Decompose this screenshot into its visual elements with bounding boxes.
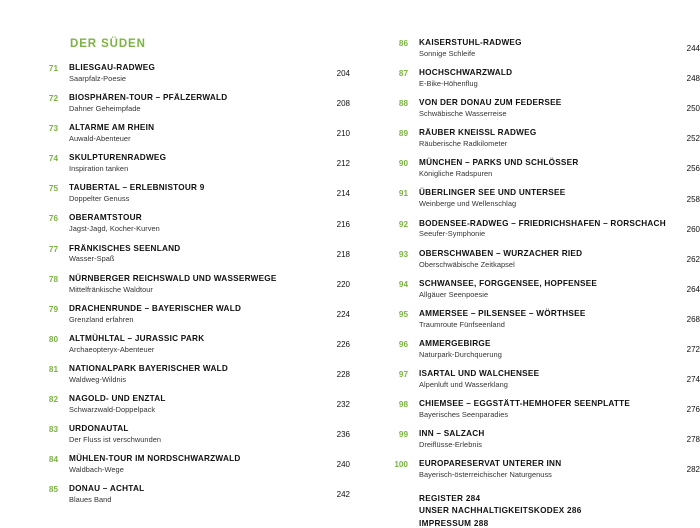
toc-entry-page-number: 250 [686, 104, 700, 114]
toc-entry-page-number: 214 [336, 189, 350, 199]
toc-entry-title: ALTARME AM RHEIN [69, 123, 155, 133]
toc-entry-title: NÜRNBERGER REICHSWALD UND WASSERWEGE [69, 273, 277, 283]
toc-entry[interactable] [28, 484, 350, 505]
toc-entry-body [58, 213, 324, 234]
toc-list-right [378, 38, 700, 480]
toc-entry-title: BODENSEE-RADWEG – FRIEDRICHSHAFEN – RORSCHACH [419, 218, 666, 228]
toc-entry-title: MÜHLEN-TOUR IM NORDSCHWARZWALD [69, 454, 241, 464]
toc-entry-body [408, 219, 674, 240]
toc-entry[interactable] [28, 123, 350, 144]
toc-entry-body [408, 68, 674, 89]
toc-entry-number: 89 [398, 129, 408, 139]
toc-entry-title: MÜNCHEN – PARKS UND SCHLÖSSER [419, 158, 579, 168]
toc-entry-title: CHIEMSEE – EGGSTÄTT-HEMHOFER SEENPLATTE [419, 399, 631, 409]
toc-entry[interactable] [28, 364, 350, 385]
toc-entry-page-number: 260 [686, 224, 700, 234]
toc-entry-title: EUROPARESERVAT UNTERER INN [419, 459, 562, 469]
toc-entry[interactable] [28, 454, 350, 475]
toc-entry-number: 87 [398, 69, 408, 79]
toc-entry-body [408, 339, 674, 360]
backmatter-list [419, 494, 700, 528]
toc-entry-number: 83 [48, 425, 58, 435]
toc-entry-title: HOCHSCHWARZWALD [419, 68, 513, 78]
toc-entry-number: 84 [48, 455, 58, 465]
toc-entry-body [58, 93, 324, 114]
toc-entry-page-number: 244 [686, 44, 700, 54]
toc-entry-number: 79 [48, 304, 58, 314]
toc-entry-subtitle: Grenzland erfahren [69, 314, 134, 324]
toc-entry-subtitle: Allgäuer Seenpoesie [419, 289, 489, 299]
toc-entry-subtitle: Blaues Band [69, 495, 112, 505]
toc-entry-number: 80 [48, 334, 58, 344]
toc-entry-body [58, 394, 324, 415]
toc-entry-number: 71 [48, 64, 58, 73]
toc-entry-subtitle: Inspiration tanken [69, 164, 129, 174]
toc-entry-subtitle: Waldbach-Wege [69, 465, 124, 475]
toc-entry-body [58, 183, 324, 204]
toc-entry-page-number: 262 [686, 254, 700, 264]
toc-entry-number: 95 [398, 309, 408, 319]
toc-entry-title: SCHWANSEE, FORGGENSEE, HOPFENSEE [419, 278, 598, 288]
toc-entry-title: INN – SALZACH [419, 429, 485, 439]
toc-entry-body [408, 399, 674, 420]
toc-entry[interactable] [378, 369, 700, 390]
toc-entry-number: 98 [398, 400, 408, 410]
toc-entry[interactable] [378, 38, 700, 59]
toc-entry-body [408, 429, 674, 450]
toc-entry[interactable] [378, 429, 700, 450]
toc-entry-number: 78 [48, 274, 58, 284]
toc-entry-number: 74 [48, 154, 58, 164]
toc-entry-body [58, 484, 324, 505]
toc-entry-body [58, 424, 324, 445]
toc-entry-title: VON DER DONAU ZUM FEDERSEE [419, 98, 562, 108]
toc-entry-title: SKULPTURENRADWEG [69, 153, 167, 163]
toc-entry-body [408, 249, 674, 270]
toc-entry[interactable] [28, 183, 350, 204]
toc-entry[interactable] [28, 394, 350, 415]
toc-entry[interactable] [28, 153, 350, 174]
toc-entry-title: OBERAMTSTOUR [69, 213, 142, 223]
toc-entry-body [58, 304, 324, 325]
toc-entry-subtitle: Weinberge und Wellenschlag [419, 199, 517, 209]
toc-entry-page-number: 276 [686, 405, 700, 415]
toc-entry-number: 94 [398, 279, 408, 289]
toc-entry[interactable] [378, 128, 700, 149]
toc-entry-body [58, 153, 324, 174]
toc-entry-title: FRÄNKISCHES SEENLAND [69, 243, 181, 253]
toc-entry-number: 93 [398, 249, 408, 259]
toc-column-right [378, 38, 700, 528]
toc-column-left [28, 38, 350, 505]
toc-entry[interactable] [28, 304, 350, 325]
toc-entry-subtitle: Königliche Radspuren [419, 169, 493, 179]
toc-entry-page-number: 268 [686, 314, 700, 324]
toc-entry[interactable] [378, 98, 700, 119]
toc-entry-subtitle: Naturpark-Durchquerung [419, 349, 502, 359]
toc-entry-number: 99 [398, 430, 408, 440]
toc-entry[interactable] [28, 274, 350, 295]
toc-entry[interactable] [28, 424, 350, 445]
toc-entry-title: DONAU – ACHTAL [69, 484, 145, 494]
toc-entry-subtitle: Waldweg-Wildnis [69, 374, 127, 384]
toc-entry[interactable] [378, 158, 700, 179]
toc-entry-body [408, 98, 674, 119]
toc-entry[interactable] [28, 334, 350, 355]
toc-entry-subtitle: Oberschwäbische Zeitkapsel [419, 259, 515, 269]
toc-entry[interactable] [378, 249, 700, 270]
toc-entry-subtitle: Dahner Geheimpfade [69, 103, 141, 113]
toc-entry[interactable] [378, 219, 700, 240]
toc-entry-title: ALTMÜHLTAL – JURASSIC PARK [69, 333, 205, 343]
toc-entry-page-number: 218 [336, 249, 350, 259]
toc-entry-page-number: 224 [336, 309, 350, 319]
toc-entry-number: 81 [48, 364, 58, 374]
toc-entry-page-number: 212 [336, 159, 350, 169]
toc-entry-title: AMMERGEBIRGE [419, 338, 491, 348]
toc-entry-body [408, 128, 674, 149]
toc-entry-title: BLIESGAU-RADWEG [69, 63, 156, 72]
toc-entry-number: 86 [398, 39, 408, 48]
toc-entry-number: 91 [398, 189, 408, 199]
toc-entry-page-number: 258 [686, 194, 700, 204]
toc-entry-body [58, 364, 324, 385]
toc-entry-page-number: 240 [336, 460, 350, 470]
toc-entry-number: 77 [48, 244, 58, 254]
toc-entry-body [408, 369, 674, 390]
toc-entry-page-number: 282 [686, 465, 700, 475]
toc-entry-body [58, 244, 324, 265]
toc-entry-body [58, 454, 324, 475]
toc-entry-title: NAGOLD- UND ENZTAL [69, 394, 166, 404]
toc-entry[interactable] [28, 244, 350, 265]
toc-entry-page-number: 252 [686, 134, 700, 144]
toc-entry-number: 85 [48, 485, 58, 495]
toc-entry-subtitle: Mittelfränkische Waldtour [69, 284, 153, 294]
toc-entry-subtitle: Der Fluss ist verschwunden [69, 434, 162, 444]
toc-entry-page-number: 256 [686, 164, 700, 174]
toc-entry-number: 97 [398, 370, 408, 380]
toc-entry[interactable] [378, 459, 700, 480]
toc-entry-title: OBERSCHWABEN – WURZACHER RIED [419, 248, 583, 258]
toc-entry-number: 100 [394, 460, 408, 470]
toc-entry[interactable] [378, 309, 700, 330]
toc-entry-page-number: 236 [336, 430, 350, 440]
toc-entry-page-number: 242 [336, 490, 350, 500]
toc-entry-subtitle: Dreiflüsse-Erlebnis [419, 440, 482, 450]
toc-entry-subtitle: Archaeopteryx-Abenteuer [69, 344, 155, 354]
backmatter-row[interactable]: REGISTER 284 [419, 493, 481, 503]
toc-entry-subtitle: Alpenluft und Wasserklang [419, 379, 508, 389]
toc-entry-number: 72 [48, 94, 58, 104]
toc-entry-subtitle: Jagst-Jagd, Kocher-Kurven [69, 224, 160, 234]
toc-entry[interactable] [378, 339, 700, 360]
toc-list-left [28, 63, 350, 505]
toc-entry-title: KAISERSTUHL-RADWEG [419, 38, 522, 47]
toc-entry-body [408, 188, 674, 209]
toc-entry-page-number: 204 [336, 69, 350, 79]
toc-entry-subtitle: Bayerisch-österreichischer Naturgenuss [419, 470, 552, 480]
toc-entry-title: NATIONALPARK BAYERISCHER WALD [69, 363, 229, 373]
toc-entry-page-number: 274 [686, 375, 700, 385]
toc-entry[interactable] [28, 93, 350, 114]
toc-entry-title: ISARTAL UND WALCHENSEE [419, 369, 540, 379]
toc-entry[interactable] [28, 213, 350, 234]
toc-entry-body [58, 63, 324, 84]
toc-entry-page-number: 272 [686, 345, 700, 355]
section-title: DER SÜDEN [70, 38, 146, 50]
toc-entry-number: 96 [398, 339, 408, 349]
toc-entry-title: BIOSPHÄREN-TOUR – PFÄLZERWALD [69, 93, 228, 103]
toc-entry-number: 73 [48, 124, 58, 134]
toc-entry-number: 92 [398, 219, 408, 229]
backmatter-row[interactable]: UNSER NACHHALTIGKEITSKODEX 286 [419, 506, 582, 516]
toc-entry-page-number: 208 [336, 99, 350, 109]
toc-entry-page-number: 210 [336, 129, 350, 139]
toc-entry-subtitle: Saarpfalz-Poesie [69, 73, 127, 83]
toc-entry-body [58, 334, 324, 355]
toc-entry-subtitle: Doppelter Genuss [69, 194, 130, 204]
toc-entry-page-number: 220 [336, 279, 350, 289]
toc-entry-page-number: 226 [336, 339, 350, 349]
toc-entry-title: TAUBERTAL – ERLEBNISTOUR 9 [69, 183, 205, 193]
toc-entry-page-number: 216 [336, 219, 350, 229]
toc-entry-subtitle: Seeufer-Symphonie [419, 229, 486, 239]
toc-entry-number: 75 [48, 184, 58, 194]
toc-entry-subtitle: E-Bike-Höhenflug [419, 78, 478, 88]
toc-entry[interactable] [378, 68, 700, 89]
toc-entry-subtitle: Auwald-Abenteuer [69, 134, 131, 144]
toc-entry-body [408, 158, 674, 179]
toc-entry-subtitle: Wasser-Spaß [69, 254, 115, 264]
toc-entry[interactable] [378, 188, 700, 209]
toc-entry-page-number: 248 [686, 74, 700, 84]
toc-entry-title: ÜBERLINGER SEE UND UNTERSEE [419, 188, 566, 198]
toc-entry-title: AMMERSEE – PILSENSEE – WÖRTHSEE [419, 308, 586, 318]
toc-entry[interactable] [378, 279, 700, 300]
backmatter-row[interactable]: IMPRESSUM 288 [419, 518, 489, 528]
toc-entry-page-number: 232 [336, 400, 350, 410]
toc-entry-subtitle: Räuberische Radkilometer [419, 139, 508, 149]
toc-entry-subtitle: Traumroute Fünfseenland [419, 319, 505, 329]
toc-entry-body [408, 459, 674, 480]
toc-entry-page-number: 278 [686, 435, 700, 445]
toc-entry-body [408, 309, 674, 330]
toc-entry-subtitle: Schwarzwald-Doppelpack [69, 404, 156, 414]
toc-entry-title: URDONAUTAL [69, 424, 129, 434]
toc-entry-page-number: 264 [686, 284, 700, 294]
toc-entry[interactable] [378, 399, 700, 420]
toc-entry-number: 82 [48, 395, 58, 405]
toc-entry-body [58, 274, 324, 295]
toc-entry-subtitle: Bayerisches Seenparadies [419, 409, 509, 419]
toc-entry-page-number: 228 [336, 370, 350, 380]
toc-entry-number: 90 [398, 159, 408, 169]
toc-entry-subtitle: Sonnige Schleife [419, 48, 476, 58]
toc-entry-number: 76 [48, 214, 58, 224]
toc-entry-title: DRACHENRUNDE – BAYERISCHER WALD [69, 303, 242, 313]
toc-entry-number: 88 [398, 99, 408, 109]
toc-entry-title: RÄUBER KNEISSL RADWEG [419, 128, 537, 138]
toc-entry[interactable] [28, 63, 350, 84]
toc-entry-body [408, 38, 674, 59]
toc-entry-body [58, 123, 324, 144]
toc-entry-subtitle: Schwäbische Wasserreise [419, 109, 507, 119]
toc-entry-body [408, 279, 674, 300]
